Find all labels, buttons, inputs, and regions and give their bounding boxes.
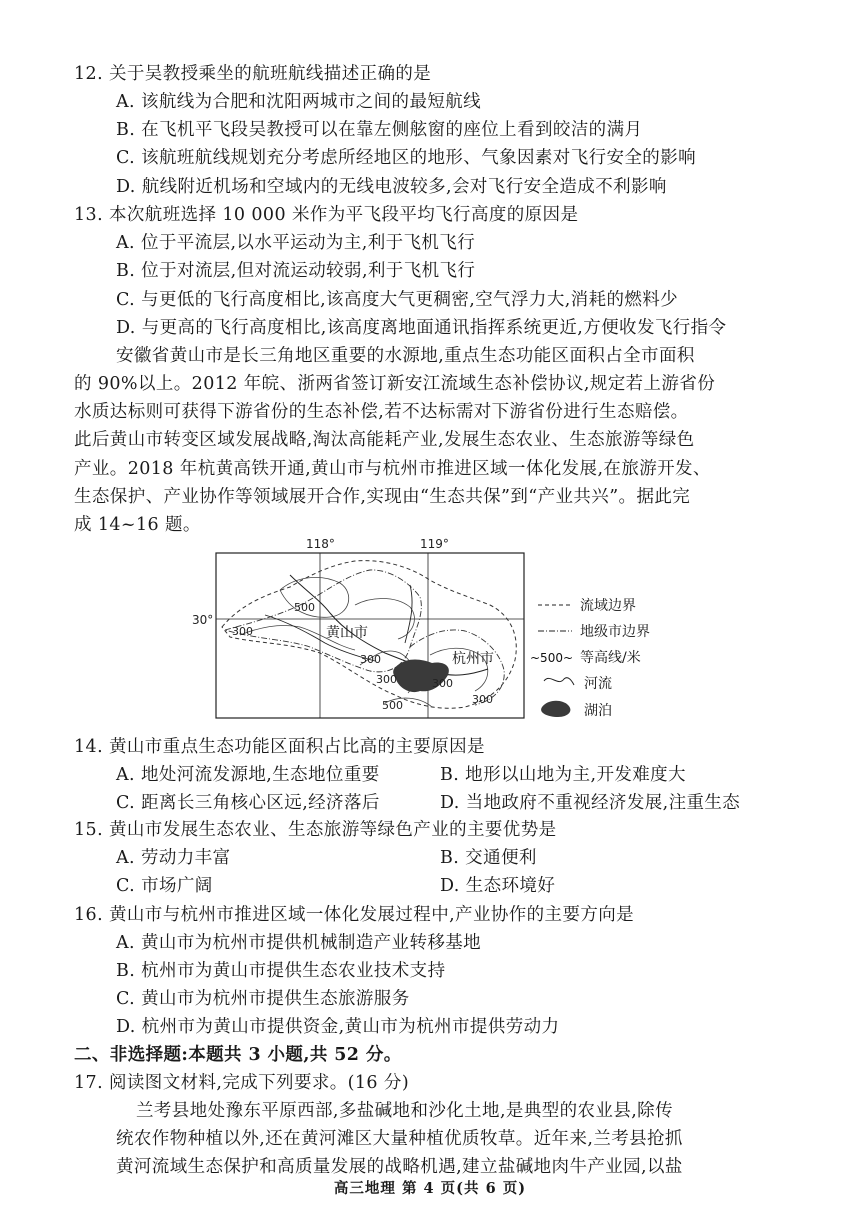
q13-option-c: C. 与更低的飞行高度相比,该高度大气更稠密,空气浮力大,消耗的燃料少 [116,290,679,310]
q17-stem: 17. 阅读图文材料,完成下列要求。(16 分) [74,1073,410,1093]
contour-label: 500 [382,699,403,712]
q12-option-b: B. 在飞机平飞段吴教授可以在靠左侧舷窗的座位上看到皎洁的满月 [116,120,643,140]
lat-label-30: 30° [192,613,214,627]
passage-line: 水质达标则可获得下游省份的生态补偿,若不达标需对下游省份进行生态赔偿。 [74,402,689,422]
q14-stem: 14. 黄山市重点生态功能区面积占比高的主要原因是 [74,737,485,757]
q16-option-a: A. 黄山市为杭州市提供机械制造产业转移基地 [116,933,482,953]
legend-label: 河流 [584,676,612,692]
passage-line: 安徽省黄山市是长三角地区重要的水源地,重点生态功能区面积占全市面积 [116,346,695,366]
watershed-boundary [222,561,516,709]
legend-label: 等高线/米 [580,650,641,666]
lon-label-118: 118° [306,537,335,551]
map-legend [530,597,650,719]
passage-line: 的 90%以上。2012 年皖、浙两省签订新安江流域生态补偿协议,规定若上游省份 [74,374,716,394]
q13-option-b: B. 位于对流层,但对流运动较弱,利于飞机飞行 [116,261,476,281]
passage-line: 成 14~16 题。 [74,515,201,535]
lake-icon [541,701,570,717]
contour-label: 300 [376,673,397,686]
q13-stem: 13. 本次航班选择 10 000 米作为平飞段平均飞行高度的原因是 [74,205,579,225]
city-label-huangshan: 黄山市 [326,625,368,641]
q12-option-a: A. 该航线为合肥和沈阳两城市之间的最短航线 [116,92,482,112]
q17-text-line: 黄河流域生态保护和高质量发展的战略机遇,建立盐碱地肉牛产业园,以盐 [116,1157,683,1177]
q15-option-d: D. 生态环境好 [440,876,556,896]
q14-option-c: C. 距离长三角核心区远,经济落后 [116,793,380,813]
legend-label: 湖泊 [584,703,612,719]
contour-label: 300 [472,693,493,706]
river-icon [544,678,574,685]
q17-text-line: 兰考县地处豫东平原西部,多盐碱地和沙化土地,是典型的农业县,除传 [136,1101,673,1121]
q14-option-a: A. 地处河流发源地,生态地位重要 [116,765,380,785]
contour-line-icon: ~500~ [530,651,574,665]
passage-line: 此后黄山市转变区域发展战略,淘汰高能耗产业,发展生态农业、生态旅游等绿色 [74,430,695,450]
q13-option-a: A. 位于平流层,以水平运动为主,利于飞机飞行 [116,233,476,253]
passage-line: 产业。2018 年杭黄高铁开通,黄山市与杭州市推进区域一体化发展,在旅游开发、 [74,459,711,479]
contour-label: 500 [294,601,315,614]
contour-label: 300 [360,653,381,666]
q16-option-d: D. 杭州市为黄山市提供资金,黄山市为杭州市提供劳动力 [116,1017,560,1037]
lon-label-119: 119° [420,537,449,551]
page-footer: 高三地理 第 4 页(共 6 页) [333,1180,527,1197]
legend-label: 地级市边界 [580,624,650,640]
q15-stem: 15. 黄山市发展生态农业、生态旅游等绿色产业的主要优势是 [74,820,557,840]
contour-label: 300 [232,625,253,638]
watershed-map [170,535,700,735]
q15-option-b: B. 交通便利 [440,848,537,868]
q16-option-b: B. 杭州市为黄山市提供生态农业技术支持 [116,961,446,981]
section-heading: 二、非选择题:本题共 3 小题,共 52 分。 [74,1045,402,1065]
q13-option-d: D. 与更高的飞行高度相比,该高度离地面通讯指挥系统更近,方便收发飞行指令 [116,318,727,338]
legend-label: 流域边界 [580,598,636,614]
q16-stem: 16. 黄山市与杭州市推进区域一体化发展过程中,产业协作的主要方向是 [74,905,635,925]
q15-option-a: A. 劳动力丰富 [116,848,231,868]
q16-option-c: C. 黄山市为杭州市提供生态旅游服务 [116,989,410,1009]
river [405,585,412,643]
q14-option-d: D. 当地政府不重视经济发展,注重生态 [440,793,741,813]
q12-option-d: D. 航线附近机场和空域内的无线电波较多,会对飞行安全造成不利影响 [116,177,667,197]
q15-option-c: C. 市场广阔 [116,876,213,896]
city-label-hangzhou: 杭州市 [452,651,494,667]
city-boundary-huangshan [225,570,421,672]
q14-option-b: B. 地形以山地为主,开发难度大 [440,765,686,785]
q17-text-line: 统农作物种植以外,还在黄河滩区大量种植优质牧草。近年来,兰考县抢抓 [116,1129,683,1149]
q12-stem: 12. 关于吴教授乘坐的航班航线描述正确的是 [74,64,432,84]
contour-label: 300 [432,677,453,690]
q12-option-c: C. 该航班航线规划充分考虑所经地区的地形、气象因素对飞行安全的影响 [116,148,696,168]
passage-line: 生态保护、产业协作等领域展开合作,实现由“生态共保”到“产业共兴”。据此完 [74,487,691,507]
